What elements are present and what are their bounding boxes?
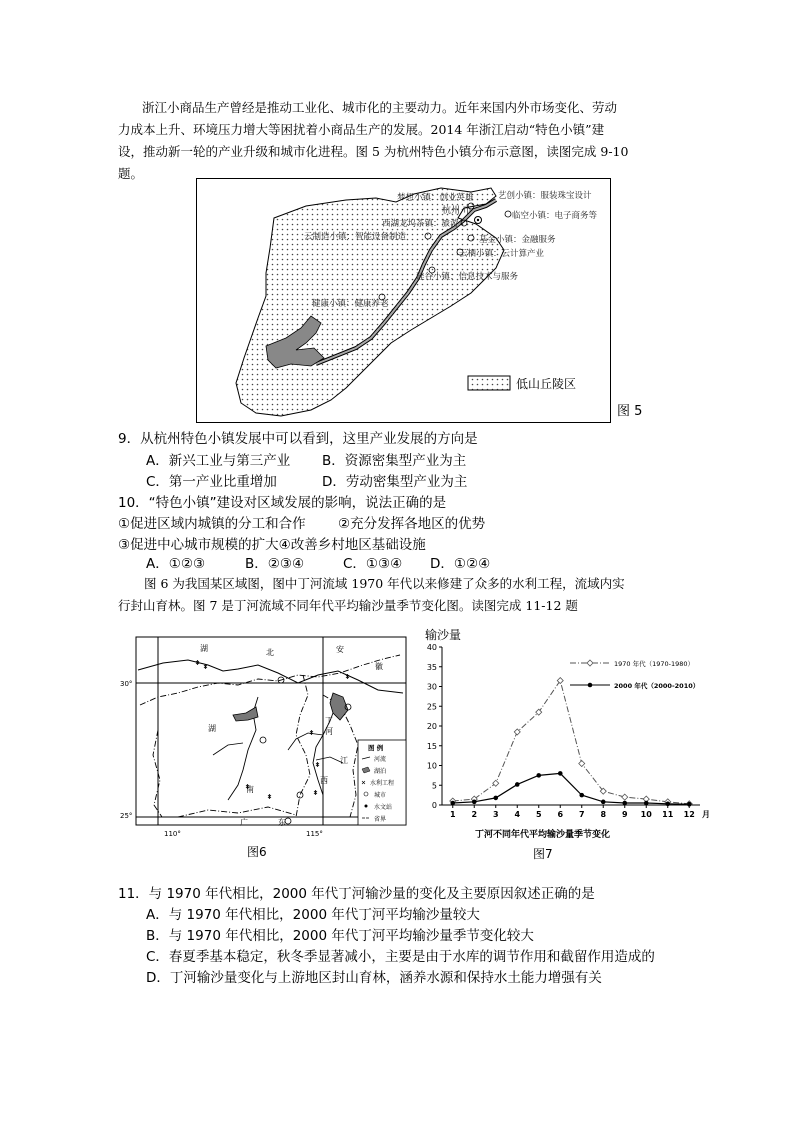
map6-legend-title: 图 例: [368, 744, 384, 752]
intro-paragraph: [118, 97, 678, 185]
place-he: 河: [325, 727, 333, 736]
map5-label-4: 西湖龙坞茶镇：旅游: [382, 219, 459, 229]
q9-option-c: C．第一产业比重增加: [146, 474, 277, 490]
data-point: [472, 800, 477, 805]
x-tick-label: 12: [683, 810, 695, 819]
legend-lake: 湖泊: [374, 768, 387, 775]
q10-option-b: B．②③④: [245, 556, 305, 572]
legend-label-2: 2000 年代（2000-2010）: [614, 682, 700, 690]
data-point: [665, 802, 670, 807]
data-point: [536, 773, 541, 778]
q10-stem: 10．“特色小镇”建设对区域发展的影响，说法正确的是: [118, 495, 447, 511]
x-tick-label: 3: [492, 810, 499, 819]
q9-stem: 9．从杭州特色小镇发展中可以看到，这里产业发展的方向是: [118, 431, 478, 447]
chart-series: [450, 678, 693, 807]
q10-option-d: D．①②④: [430, 556, 491, 572]
legend-marker: [588, 683, 593, 688]
q11-option-d: D．丁河输沙量变化与上游地区封山育林，涵养水源和保持水土能力增强有关: [146, 970, 602, 986]
figure-5-caption: 图 5: [617, 404, 643, 419]
data-point: [557, 678, 563, 684]
data-point: [515, 782, 520, 787]
q10-option-a: A．①②③: [146, 556, 206, 572]
legend-label-1: 1970 年代（1970-1980）: [614, 660, 695, 668]
data-point: [601, 800, 606, 805]
intro-line-3: 设，推动新一轮的产业升级和城市化进程。图 5 为杭州特色小镇分布示意图，读图完成 9-10: [118, 144, 629, 159]
y-tick-label: 10: [426, 761, 437, 771]
y-tick-label: 35: [426, 662, 437, 672]
place-bei: 北: [266, 648, 274, 657]
intro2-line-2: 行封山育林。图 7 是丁河流域不同年代平均输沙量季节变化图。读图完成 11-12 题: [118, 598, 578, 613]
data-point: [579, 793, 584, 798]
x-tick-label: 7: [578, 810, 585, 819]
chart-ylabel: 输沙量: [425, 628, 462, 642]
figure-7-chart: [420, 625, 710, 845]
map5-label-8: 云栖小镇：云计算产业: [459, 249, 545, 259]
q11-option-c: C．春夏季基本稳定，秋冬季显著减小，主要是由于水库的调节作用和截留作用造成的: [146, 949, 655, 965]
place-an: 安: [336, 645, 344, 654]
x-tick-label: 5: [535, 810, 542, 819]
x-axis-label: 月: [702, 810, 710, 819]
legend-city: 城市: [374, 792, 387, 799]
y-tick-label: 5: [431, 781, 437, 791]
figure-7-caption: 图7: [533, 847, 553, 861]
data-point: [558, 771, 563, 776]
q11-stem: 11．与 1970 年代相比，2000 年代丁河输沙量的变化及主要原因叙述正确的是: [118, 886, 595, 902]
place-dong: 东: [278, 818, 286, 827]
x-tick-label: 2: [471, 810, 478, 819]
map5-label-9: 硅谷小镇：信息技术与服务: [416, 272, 519, 282]
legend-river: 河流: [374, 756, 387, 763]
place-jiang: 江: [340, 756, 348, 765]
data-point: [644, 801, 649, 806]
legend-border: 省界: [374, 816, 387, 823]
place-ding: 丁: [325, 716, 333, 725]
q10-statement-2: ②充分发挥各地区的优势: [338, 516, 486, 532]
chart-title: 丁河不同年代平均输沙量季节变化: [475, 830, 611, 840]
data-point: [579, 761, 585, 767]
data-point: [622, 801, 627, 806]
data-point: [622, 794, 628, 800]
intro2-line-1: 图 6 为我国某区域图，图中丁河流域 1970 年代以来修建了众多的水利工程，流域内实: [144, 576, 625, 591]
x-tick-label: 6: [557, 810, 564, 819]
figure-5-map: [196, 178, 611, 423]
y-tick-label: 20: [426, 722, 437, 731]
chart-legend: [570, 659, 699, 690]
lon-115-label: 115°: [306, 830, 323, 838]
intro-line-2: 力成本上升、环境压力增大等困扰着小商品生产的发展。2014 年浙江启动“特色小镇”建: [118, 122, 605, 137]
x-tick-label: 1: [449, 810, 456, 819]
legend-hydraulic: 水利工程: [370, 780, 395, 787]
intro2-paragraph: [118, 573, 688, 617]
place-guang: 广: [240, 818, 248, 827]
x-tick-label: 9: [621, 810, 628, 819]
data-point: [450, 801, 455, 806]
map5-label-1: 梦想小镇：创业英雄: [397, 193, 474, 203]
data-point: [493, 796, 498, 801]
map5-label-10: 健康小镇：健康养老: [312, 299, 389, 309]
y-tick-label: 30: [426, 682, 437, 692]
place-hu-1: 湖: [200, 644, 208, 653]
q11-option-b: B．与 1970 年代相比，2000 年代丁河平均输沙量季节变化较大: [146, 928, 534, 944]
intro-line-1: 浙江小商品生产曾经是推动工业化、城市化的主要动力。近年来国内外市场变化、劳动: [142, 100, 618, 115]
x-tick-label: 11: [662, 810, 674, 819]
y-tick-label: 15: [426, 741, 437, 751]
figure-6-map: [118, 635, 413, 840]
figure-6-caption: 图6: [247, 845, 267, 859]
q9-option-a: A．新兴工业与第三产业: [146, 453, 291, 469]
lat-30-label: 30°: [120, 680, 133, 688]
map5-label-5: 临空小镇：电子商务等: [512, 211, 598, 221]
chart-axes: [427, 643, 710, 819]
series-line-1: [453, 681, 690, 804]
place-xi: 西: [320, 776, 328, 785]
map5-label-3: 杭州 市: [442, 206, 472, 216]
q10-statement-3: ③促进中心城市规模的扩大④改善乡村地区基础设施: [118, 537, 426, 553]
y-tick-label: 40: [426, 643, 437, 652]
legend-marker: [587, 660, 593, 666]
legend-hydro-station: 水文站: [374, 804, 393, 811]
x-tick-label: 4: [514, 810, 521, 819]
y-tick-label: 25: [426, 702, 437, 712]
lat-25-label: 25°: [120, 812, 133, 820]
place-hu-2: 湖: [208, 724, 216, 733]
map5-legend: 低山丘陵区: [516, 377, 577, 391]
legend-swatch: [468, 376, 510, 390]
data-point: [687, 802, 692, 807]
q9-option-d: D．劳动密集型产业为主: [322, 474, 468, 490]
map5-label-6: 云制造小镇：智能设备制造: [304, 232, 407, 242]
q9-option-b: B．资源密集型产业为主: [322, 453, 467, 469]
y-tick-label: 0: [431, 801, 437, 810]
x-tick-label: 10: [640, 810, 652, 819]
place-hui: 徽: [375, 662, 383, 671]
x-tick-label: 8: [600, 810, 607, 819]
q10-option-c: C．①③④: [343, 556, 403, 572]
intro-line-4: 题。: [118, 166, 144, 181]
data-point: [514, 729, 520, 735]
place-nan: 南: [246, 785, 254, 794]
q10-statement-1: ①促进区域内城镇的分工和合作: [118, 516, 306, 532]
data-point: [536, 709, 542, 715]
lon-110-label: 110°: [164, 830, 181, 838]
q11-option-a: A．与 1970 年代相比，2000 年代丁河平均输沙量较大: [146, 907, 480, 923]
map5-label-7: 基金小镇：金融服务: [479, 235, 556, 245]
map5-label-2: 艺创小镇：服装珠宝设计: [498, 191, 592, 201]
